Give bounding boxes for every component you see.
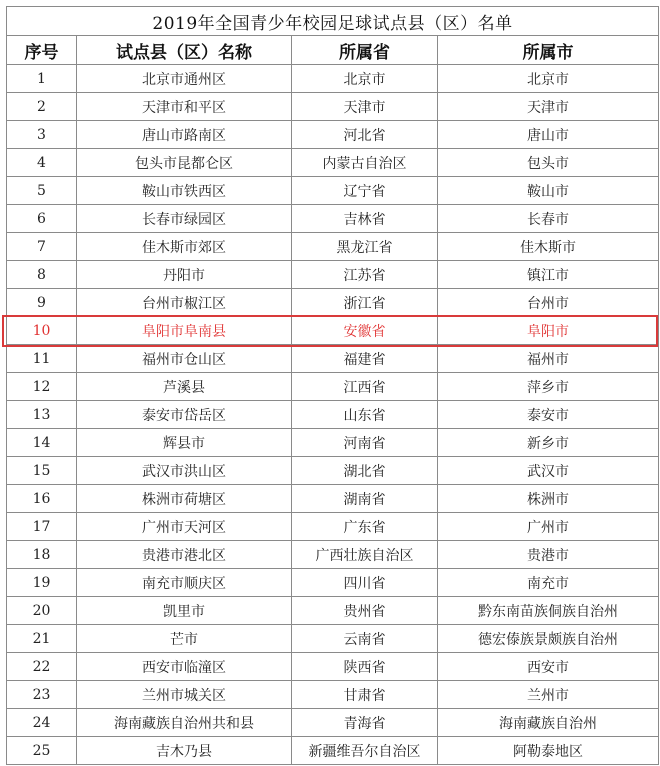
table-row-highlighted [7, 317, 659, 345]
table-row [7, 177, 659, 205]
cell-province: 青海省 [292, 709, 438, 737]
cell-city: 株洲市 [438, 485, 659, 513]
pilot-county-table [6, 6, 659, 765]
cell-county-name: 吉木乃县 [77, 737, 292, 765]
table-row [7, 653, 659, 681]
cell-city: 阜阳市 [438, 317, 659, 345]
cell-city: 鞍山市 [438, 177, 659, 205]
cell-province: 辽宁省 [292, 177, 438, 205]
cell-province: 甘肃省 [292, 681, 438, 709]
cell-row-index: 19 [7, 569, 77, 597]
cell-city: 萍乡市 [438, 373, 659, 401]
table-row [7, 345, 659, 373]
cell-county-name: 西安市临潼区 [77, 653, 292, 681]
table-row [7, 261, 659, 289]
table-row [7, 373, 659, 401]
table-row [7, 149, 659, 177]
cell-row-index: 18 [7, 541, 77, 569]
header-city: 所属市 [438, 36, 659, 65]
cell-row-index: 3 [7, 121, 77, 149]
cell-city: 广州市 [438, 513, 659, 541]
cell-city: 泰安市 [438, 401, 659, 429]
table-row [7, 233, 659, 261]
pilot-county-list [6, 6, 658, 765]
cell-province: 江苏省 [292, 261, 438, 289]
cell-city: 黔东南苗族侗族自治州 [438, 597, 659, 625]
cell-county-name: 海南藏族自治州共和县 [77, 709, 292, 737]
cell-row-index: 23 [7, 681, 77, 709]
table-row [7, 457, 659, 485]
cell-province: 贵州省 [292, 597, 438, 625]
cell-county-name: 鞍山市铁西区 [77, 177, 292, 205]
cell-province: 陕西省 [292, 653, 438, 681]
cell-province: 广东省 [292, 513, 438, 541]
cell-city: 天津市 [438, 93, 659, 121]
cell-city: 南充市 [438, 569, 659, 597]
cell-city: 贵港市 [438, 541, 659, 569]
cell-county-name: 凯里市 [77, 597, 292, 625]
cell-county-name: 阜阳市阜南县 [77, 317, 292, 345]
cell-city: 兰州市 [438, 681, 659, 709]
cell-province: 浙江省 [292, 289, 438, 317]
table-row [7, 597, 659, 625]
table-row [7, 737, 659, 765]
cell-county-name: 贵港市港北区 [77, 541, 292, 569]
cell-row-index: 8 [7, 261, 77, 289]
cell-county-name: 福州市仓山区 [77, 345, 292, 373]
cell-province: 福建省 [292, 345, 438, 373]
cell-row-index: 6 [7, 205, 77, 233]
cell-row-index: 14 [7, 429, 77, 457]
cell-row-index: 24 [7, 709, 77, 737]
cell-county-name: 台州市椒江区 [77, 289, 292, 317]
cell-city: 北京市 [438, 65, 659, 93]
cell-county-name: 武汉市洪山区 [77, 457, 292, 485]
header-index: 序号 [7, 36, 77, 65]
table-body [7, 65, 659, 765]
cell-row-index: 7 [7, 233, 77, 261]
header-row [7, 36, 659, 65]
cell-county-name: 芦溪县 [77, 373, 292, 401]
cell-city: 海南藏族自治州 [438, 709, 659, 737]
cell-row-index: 17 [7, 513, 77, 541]
cell-province: 新疆维吾尔自治区 [292, 737, 438, 765]
cell-row-index: 15 [7, 457, 77, 485]
cell-row-index: 13 [7, 401, 77, 429]
table-row [7, 429, 659, 457]
cell-county-name: 株洲市荷塘区 [77, 485, 292, 513]
cell-county-name: 包头市昆都仑区 [77, 149, 292, 177]
cell-city: 唐山市 [438, 121, 659, 149]
cell-province: 广西壮族自治区 [292, 541, 438, 569]
cell-row-index: 22 [7, 653, 77, 681]
cell-city: 武汉市 [438, 457, 659, 485]
cell-province: 河北省 [292, 121, 438, 149]
cell-province: 四川省 [292, 569, 438, 597]
cell-city: 佳木斯市 [438, 233, 659, 261]
table-row [7, 513, 659, 541]
cell-county-name: 广州市天河区 [77, 513, 292, 541]
cell-city: 包头市 [438, 149, 659, 177]
cell-city: 台州市 [438, 289, 659, 317]
cell-province: 江西省 [292, 373, 438, 401]
cell-province: 北京市 [292, 65, 438, 93]
cell-city: 阿勒泰地区 [438, 737, 659, 765]
cell-county-name: 辉县市 [77, 429, 292, 457]
cell-row-index: 4 [7, 149, 77, 177]
cell-row-index: 5 [7, 177, 77, 205]
cell-row-index: 2 [7, 93, 77, 121]
cell-county-name: 兰州市城关区 [77, 681, 292, 709]
cell-province: 河南省 [292, 429, 438, 457]
cell-county-name: 丹阳市 [77, 261, 292, 289]
cell-city: 长春市 [438, 205, 659, 233]
cell-row-index: 21 [7, 625, 77, 653]
cell-province: 内蒙古自治区 [292, 149, 438, 177]
table-row [7, 541, 659, 569]
cell-province: 湖北省 [292, 457, 438, 485]
cell-row-index: 10 [7, 317, 77, 345]
cell-county-name: 长春市绿园区 [77, 205, 292, 233]
cell-county-name: 天津市和平区 [77, 93, 292, 121]
table-row [7, 401, 659, 429]
header-province: 所属省 [292, 36, 438, 65]
cell-row-index: 9 [7, 289, 77, 317]
cell-row-index: 11 [7, 345, 77, 373]
cell-province: 黑龙江省 [292, 233, 438, 261]
table-title: 2019年全国青少年校园足球试点县（区）名单 [7, 7, 659, 36]
table-row [7, 289, 659, 317]
cell-county-name: 佳木斯市郊区 [77, 233, 292, 261]
cell-province: 吉林省 [292, 205, 438, 233]
table-row [7, 205, 659, 233]
cell-province: 云南省 [292, 625, 438, 653]
table-row [7, 93, 659, 121]
cell-row-index: 25 [7, 737, 77, 765]
table-row [7, 625, 659, 653]
header-county-name: 试点县（区）名称 [77, 36, 292, 65]
table-row [7, 121, 659, 149]
table-row [7, 65, 659, 93]
cell-county-name: 泰安市岱岳区 [77, 401, 292, 429]
cell-county-name: 芒市 [77, 625, 292, 653]
table-row [7, 709, 659, 737]
cell-row-index: 1 [7, 65, 77, 93]
cell-row-index: 16 [7, 485, 77, 513]
table-row [7, 485, 659, 513]
cell-city: 镇江市 [438, 261, 659, 289]
cell-province: 安徽省 [292, 317, 438, 345]
cell-province: 天津市 [292, 93, 438, 121]
table-row [7, 569, 659, 597]
cell-row-index: 12 [7, 373, 77, 401]
cell-city: 西安市 [438, 653, 659, 681]
cell-province: 湖南省 [292, 485, 438, 513]
cell-province: 山东省 [292, 401, 438, 429]
cell-city: 福州市 [438, 345, 659, 373]
table-row [7, 681, 659, 709]
cell-city: 新乡市 [438, 429, 659, 457]
cell-county-name: 南充市顺庆区 [77, 569, 292, 597]
cell-row-index: 20 [7, 597, 77, 625]
cell-city: 德宏傣族景颇族自治州 [438, 625, 659, 653]
cell-county-name: 唐山市路南区 [77, 121, 292, 149]
cell-county-name: 北京市通州区 [77, 65, 292, 93]
